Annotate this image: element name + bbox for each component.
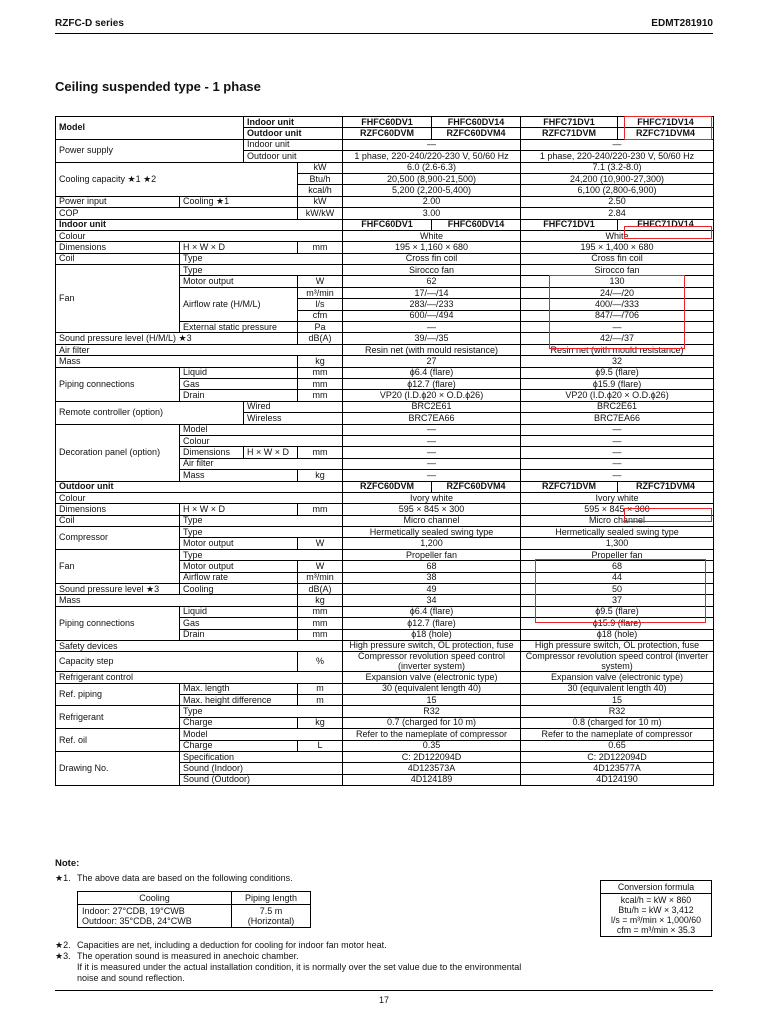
spec-cell: Indoor unit — [56, 219, 343, 230]
spec-cell: Drain — [180, 390, 298, 401]
spec-cell: Power input — [56, 196, 180, 207]
spec-cell: Mass — [180, 470, 298, 481]
spec-cell: kg — [298, 595, 343, 606]
spec-cell: — — [521, 447, 714, 458]
spec-row — [56, 584, 714, 595]
conditions-table — [77, 891, 311, 928]
spec-cell: 0.65 — [521, 740, 714, 751]
spec-cell: 4D124190 — [521, 774, 714, 785]
spec-cell: RZFC71DVM — [521, 481, 618, 492]
spec-row — [56, 367, 714, 378]
spec-cell: mm — [298, 629, 343, 640]
spec-cell: m — [298, 695, 343, 706]
spec-cell: 34 — [343, 595, 521, 606]
spec-cell: Mass — [56, 356, 298, 367]
spec-cell: 400/—/333 — [521, 299, 714, 310]
spec-cell: — — [343, 322, 521, 333]
spec-cell: Piping connections — [56, 367, 180, 401]
spec-cell: Cross fin coil — [343, 253, 521, 264]
spec-cell: Compressor revolution speed control (inverter system) — [521, 652, 714, 672]
spec-cell: ϕ6.4 (flare) — [343, 367, 521, 378]
spec-cell: Expansion valve (electronic type) — [343, 672, 521, 683]
spec-cell: 27 — [343, 356, 521, 367]
spec-cell: Cross fin coil — [521, 253, 714, 264]
spec-cell: Resin net (with mould resistance) — [343, 344, 521, 355]
spec-row — [56, 253, 714, 264]
spec-cell: 49 — [343, 584, 521, 595]
spec-row — [56, 549, 714, 560]
conversion-lines — [601, 894, 712, 937]
spec-cell: L — [298, 740, 343, 751]
note-3 — [55, 951, 521, 984]
spec-row — [56, 139, 714, 150]
conditions-piping-length: 7.5 m — [259, 906, 283, 916]
spec-cell: Type — [180, 549, 343, 560]
conversion-line: Btu/h = kW × 3,412 — [618, 905, 694, 915]
spec-cell: Refer to the nameplate of compressor — [343, 729, 521, 740]
spec-cell: BRC2E61 — [343, 401, 521, 412]
spec-cell: — — [521, 470, 714, 481]
spec-cell: 38 — [343, 572, 521, 583]
spec-cell: Drain — [180, 629, 298, 640]
spec-cell: ϕ15.9 (flare) — [521, 378, 714, 389]
spec-cell: Dimensions — [56, 504, 180, 515]
spec-row — [56, 595, 714, 606]
spec-cell: l/s — [298, 299, 343, 310]
spec-cell: ϕ12.7 (flare) — [343, 618, 521, 629]
spec-cell: 68 — [521, 561, 714, 572]
spec-row — [56, 481, 714, 492]
conversion-line: cfm = m³/min × 35.3 — [616, 925, 696, 935]
spec-cell: 195 × 1,400 × 680 — [521, 242, 714, 253]
spec-cell: COP — [56, 208, 298, 219]
spec-cell: 24,200 (10,900-27,300) — [521, 173, 714, 184]
spec-cell: FHFC60DV1 — [343, 117, 432, 128]
spec-cell: 847/—/706 — [521, 310, 714, 321]
spec-cell: 2.00 — [343, 196, 521, 207]
spec-cell: Ref. oil — [56, 729, 180, 752]
spec-cell: 0.8 (charged for 10 m) — [521, 717, 714, 728]
spec-row — [56, 492, 714, 503]
spec-row — [56, 117, 714, 128]
spec-cell: ϕ9.5 (flare) — [521, 606, 714, 617]
spec-cell: RZFC71DVM — [521, 128, 618, 139]
page-title: Ceiling suspended type - 1 phase — [55, 79, 261, 94]
spec-cell: Compressor — [56, 527, 180, 550]
spec-cell: W — [298, 276, 343, 287]
spec-cell: Refer to the nameplate of compressor — [521, 729, 714, 740]
spec-cell: — — [343, 139, 521, 150]
spec-cell: — — [521, 322, 714, 333]
spec-cell: Ivory white — [521, 492, 714, 503]
note-2-text: Capacities are net, including a deduction for cooling for indoor fan motor heat. — [77, 940, 387, 950]
spec-cell: Propeller fan — [343, 549, 521, 560]
spec-cell: Expansion valve (electronic type) — [521, 672, 714, 683]
spec-row — [56, 162, 714, 173]
spec-cell: C: 2D122094D — [521, 751, 714, 762]
spec-cell: — — [343, 458, 521, 469]
spec-cell: 283/—/233 — [343, 299, 521, 310]
spec-cell: 5,200 (2,200-5,400) — [343, 185, 521, 196]
spec-cell: 600/—/494 — [343, 310, 521, 321]
spec-cell: 30 (equivalent length 40) — [343, 683, 521, 694]
spec-cell: mm — [298, 242, 343, 253]
series-label: RZFC-D series — [55, 18, 124, 29]
spec-cell: Propeller fan — [521, 549, 714, 560]
conditions-indoor: Indoor: 27°CDB, 19°CWB — [82, 906, 185, 916]
spec-cell: ϕ18 (hole) — [521, 629, 714, 640]
spec-cell: High pressure switch, OL protection, fuse — [521, 640, 714, 651]
spec-cell: Refrigerant — [56, 706, 180, 729]
spec-cell: cfm — [298, 310, 343, 321]
spec-cell: Indoor unit — [244, 117, 343, 128]
conditions-cooling — [78, 905, 232, 928]
spec-cell: ϕ18 (hole) — [343, 629, 521, 640]
spec-cell: FHFC71DV1 — [521, 117, 618, 128]
footer-rule — [55, 990, 713, 991]
spec-cell: 0.7 (charged for 10 m) — [343, 717, 521, 728]
spec-cell: kW — [298, 196, 343, 207]
spec-row — [56, 196, 714, 207]
spec-cell: Gas — [180, 618, 298, 629]
spec-cell: Outdoor unit — [56, 481, 343, 492]
spec-cell: Compressor revolution speed control (inverter system) — [343, 652, 521, 672]
spec-cell: FHFC71DV14 — [618, 219, 714, 230]
notes-title: Note: — [55, 858, 80, 869]
spec-row — [56, 242, 714, 253]
spec-cell: Btu/h — [298, 173, 343, 184]
conversion-line: l/s = m³/min × 1,000/60 — [611, 915, 701, 925]
spec-cell: Charge — [180, 717, 298, 728]
spec-row — [56, 230, 714, 241]
spec-cell: 1 phase, 220-240/220-230 V, 50/60 Hz — [521, 151, 714, 162]
spec-cell: FHFC60DV14 — [432, 117, 521, 128]
spec-cell: Sirocco fan — [521, 265, 714, 276]
note-2 — [55, 940, 387, 951]
spec-cell: Micro channel — [343, 515, 521, 526]
spec-cell: White — [521, 230, 714, 241]
spec-cell: Type — [180, 265, 343, 276]
spec-cell: 1 phase, 220-240/220-230 V, 50/60 Hz — [343, 151, 521, 162]
page-number: 17 — [378, 995, 389, 1005]
spec-cell: White — [343, 230, 521, 241]
spec-cell: Colour — [56, 230, 343, 241]
spec-row — [56, 219, 714, 230]
spec-cell: m³/min — [298, 287, 343, 298]
spec-cell: — — [521, 458, 714, 469]
spec-cell: 130 — [521, 276, 714, 287]
spec-cell: H × W × D — [180, 242, 298, 253]
spec-cell: 195 × 1,160 × 680 — [343, 242, 521, 253]
spec-cell: Motor output — [180, 561, 298, 572]
spec-cell: — — [521, 435, 714, 446]
spec-cell: Sound pressure level (H/M/L) ★3 — [56, 333, 298, 344]
spec-cell: Type — [180, 527, 343, 538]
spec-cell: 15 — [521, 695, 714, 706]
spec-cell: Outdoor unit — [244, 151, 343, 162]
spec-row — [56, 265, 714, 276]
spec-cell: Cooling ★1 — [180, 196, 298, 207]
spec-cell: FHFC71DV1 — [521, 219, 618, 230]
spec-cell: Sound (Indoor) — [180, 763, 343, 774]
spec-cell: Ref. piping — [56, 683, 180, 706]
spec-cell: 2.84 — [521, 208, 714, 219]
spec-cell: 4D123577A — [521, 763, 714, 774]
spec-cell: VP20 (I.D.ϕ20 × O.D.ϕ26) — [521, 390, 714, 401]
spec-cell: RZFC71DVM4 — [618, 128, 714, 139]
spec-row — [56, 640, 714, 651]
spec-cell: W — [298, 538, 343, 549]
spec-cell: External static pressure — [180, 322, 298, 333]
spec-row — [56, 683, 714, 694]
spec-cell: Specification — [180, 751, 343, 762]
spec-cell: BRC7EA66 — [521, 413, 714, 424]
spec-cell: Cooling — [180, 584, 298, 595]
spec-cell: R32 — [343, 706, 521, 717]
spec-cell: C: 2D122094D — [343, 751, 521, 762]
spec-cell: R32 — [521, 706, 714, 717]
note-3-line3: noise and sound reflection. — [77, 973, 185, 983]
spec-cell: Mass — [56, 595, 298, 606]
spec-cell: VP20 (I.D.ϕ20 × O.D.ϕ26) — [343, 390, 521, 401]
spec-row — [56, 751, 714, 762]
spec-cell: Refrigerant control — [56, 672, 343, 683]
spec-cell: mm — [298, 367, 343, 378]
spec-cell: Power supply — [56, 139, 244, 162]
spec-row — [56, 401, 714, 412]
note-2-mark: ★2. — [55, 940, 71, 950]
spec-cell: Wireless — [244, 413, 343, 424]
spec-cell: 1,300 — [521, 538, 714, 549]
spec-cell: Model — [180, 729, 343, 740]
spec-cell: Model — [180, 424, 343, 435]
spec-cell: Hermetically sealed swing type — [521, 527, 714, 538]
note-3-line2: If it is measured under the actual installation condition, it is normally over the set value due to the environmental — [77, 962, 522, 972]
header-rule — [55, 33, 713, 34]
spec-cell: Liquid — [180, 606, 298, 617]
spec-cell: 4D124189 — [343, 774, 521, 785]
spec-row — [56, 424, 714, 435]
spec-cell: Fan — [56, 549, 180, 583]
spec-row — [56, 333, 714, 344]
spec-cell: Safety devices — [56, 640, 343, 651]
spec-cell: Colour — [56, 492, 343, 503]
spec-cell: 6.0 (2.6-6.3) — [343, 162, 521, 173]
spec-table — [55, 116, 714, 786]
spec-cell: Max. height difference — [180, 695, 298, 706]
spec-cell: 595 × 845 × 300 — [521, 504, 714, 515]
spec-cell: High pressure switch, OL protection, fuse — [343, 640, 521, 651]
note-1-mark: ★1. — [55, 873, 71, 883]
spec-cell: Charge — [180, 740, 298, 751]
spec-row — [56, 729, 714, 740]
spec-cell: H × W × D — [244, 447, 298, 458]
spec-cell: 39/—/35 — [343, 333, 521, 344]
spec-cell: mm — [298, 504, 343, 515]
spec-cell: Motor output — [180, 276, 298, 287]
spec-cell: RZFC60DVM — [343, 128, 432, 139]
spec-cell: FHFC60DV1 — [343, 219, 432, 230]
conversion-title: Conversion formula — [601, 881, 712, 894]
spec-cell: Sound pressure level ★3 — [56, 584, 180, 595]
spec-cell: Airflow rate (H/M/L) — [180, 287, 298, 321]
spec-cell: 44 — [521, 572, 714, 583]
spec-cell: W — [298, 561, 343, 572]
spec-cell: kW — [298, 162, 343, 173]
spec-cell: ϕ6.4 (flare) — [343, 606, 521, 617]
note-1 — [55, 873, 293, 884]
spec-cell: kW/kW — [298, 208, 343, 219]
document-code: EDMT281910 — [651, 18, 713, 29]
spec-cell: Cooling capacity ★1 ★2 — [56, 162, 298, 196]
spec-cell: Micro channel — [521, 515, 714, 526]
spec-cell: RZFC60DVM4 — [432, 481, 521, 492]
spec-cell: 17/—/14 — [343, 287, 521, 298]
spec-row — [56, 515, 714, 526]
spec-cell: BRC2E61 — [521, 401, 714, 412]
spec-cell: — — [343, 424, 521, 435]
spec-cell: 6,100 (2,800-6,900) — [521, 185, 714, 196]
spec-cell: m³/min — [298, 572, 343, 583]
spec-cell: ϕ9.5 (flare) — [521, 367, 714, 378]
spec-cell: Dimensions — [56, 242, 180, 253]
spec-row — [56, 356, 714, 367]
spec-cell: Colour — [180, 435, 343, 446]
spec-cell: 24/—/20 — [521, 287, 714, 298]
conditions-header-cooling: Cooling — [78, 892, 232, 905]
spec-cell: 15 — [343, 695, 521, 706]
spec-cell: — — [343, 447, 521, 458]
spec-cell: kg — [298, 356, 343, 367]
spec-row — [56, 344, 714, 355]
spec-cell: H × W × D — [180, 504, 298, 515]
spec-cell: RZFC60DVM4 — [432, 128, 521, 139]
spec-cell: — — [343, 435, 521, 446]
spec-cell: kcal/h — [298, 185, 343, 196]
spec-cell: — — [343, 470, 521, 481]
spec-cell: — — [521, 139, 714, 150]
spec-cell: 30 (equivalent length 40) — [521, 683, 714, 694]
spec-cell: FHFC60DV14 — [432, 219, 521, 230]
conversion-line: kcal/h = kW × 860 — [620, 895, 692, 905]
spec-cell: Motor output — [180, 538, 298, 549]
spec-cell: Resin net (with mould resistance) — [521, 344, 714, 355]
spec-cell: Coil — [56, 253, 180, 264]
spec-cell: Coil — [56, 515, 180, 526]
spec-cell: Liquid — [180, 367, 298, 378]
spec-cell: Piping connections — [56, 606, 180, 640]
spec-cell: Airflow rate — [180, 572, 298, 583]
spec-cell: dB(A) — [298, 333, 343, 344]
spec-cell: BRC7EA66 — [343, 413, 521, 424]
spec-cell: 595 × 845 × 300 — [343, 504, 521, 515]
spec-cell: 68 — [343, 561, 521, 572]
spec-cell: mm — [298, 390, 343, 401]
note-1-text: The above data are based on the following conditions. — [77, 873, 293, 883]
spec-cell: 3.00 — [343, 208, 521, 219]
spec-cell: m — [298, 683, 343, 694]
spec-cell: — — [521, 424, 714, 435]
spec-cell: RZFC60DVM — [343, 481, 432, 492]
spec-cell: 32 — [521, 356, 714, 367]
spec-cell: Dimensions — [180, 447, 244, 458]
spec-cell: Pa — [298, 322, 343, 333]
spec-cell: 4D123573A — [343, 763, 521, 774]
spec-cell: Type — [180, 515, 343, 526]
spec-cell: % — [298, 652, 343, 672]
spec-cell: 20,500 (8,900-21,500) — [343, 173, 521, 184]
spec-cell: dB(A) — [298, 584, 343, 595]
spec-row — [56, 527, 714, 538]
conditions-outdoor: Outdoor: 35°CDB, 24°CWB — [82, 916, 192, 926]
spec-row — [56, 652, 714, 672]
spec-cell: 62 — [343, 276, 521, 287]
spec-cell: RZFC71DVM4 — [618, 481, 714, 492]
spec-row — [56, 606, 714, 617]
spec-row — [56, 208, 714, 219]
spec-cell: Drawing No. — [56, 751, 180, 785]
spec-cell: mm — [298, 618, 343, 629]
spec-cell: kg — [298, 717, 343, 728]
spec-cell: 37 — [521, 595, 714, 606]
spec-cell: Gas — [180, 378, 298, 389]
spec-cell: Hermetically sealed swing type — [343, 527, 521, 538]
spec-row — [56, 672, 714, 683]
note-3-mark: ★3. — [55, 951, 71, 961]
spec-cell: 50 — [521, 584, 714, 595]
spec-cell: mm — [298, 447, 343, 458]
spec-cell: Max. length — [180, 683, 298, 694]
spec-cell: 1,200 — [343, 538, 521, 549]
spec-cell: Capacity step — [56, 652, 298, 672]
spec-cell: 2.50 — [521, 196, 714, 207]
spec-cell: Wired — [244, 401, 343, 412]
spec-cell: Model — [56, 117, 244, 140]
spec-cell: 0.35 — [343, 740, 521, 751]
spec-cell: Type — [180, 253, 343, 264]
spec-row — [56, 504, 714, 515]
conditions-piping — [232, 905, 311, 928]
spec-cell: Ivory white — [343, 492, 521, 503]
spec-cell: FHFC71DV14 — [618, 117, 714, 128]
conditions-piping-orientation: (Horizontal) — [247, 916, 295, 926]
note-3-text: The operation sound is measured in anechoic chamber. — [77, 951, 299, 961]
spec-cell: 42/—/37 — [521, 333, 714, 344]
spec-row — [56, 706, 714, 717]
spec-cell: Air filter — [56, 344, 343, 355]
spec-cell: Type — [180, 706, 343, 717]
spec-cell: Outdoor unit — [244, 128, 343, 139]
spec-cell: Decoration panel (option) — [56, 424, 180, 481]
spec-cell: Sound (Outdoor) — [180, 774, 343, 785]
spec-cell: mm — [298, 606, 343, 617]
spec-cell: Indoor unit — [244, 139, 343, 150]
spec-cell: ϕ12.7 (flare) — [343, 378, 521, 389]
spec-cell: kg — [298, 470, 343, 481]
spec-cell: Sirocco fan — [343, 265, 521, 276]
spec-cell: ϕ15.9 (flare) — [521, 618, 714, 629]
spec-cell: Air filter — [180, 458, 343, 469]
spec-cell: Fan — [56, 265, 180, 333]
spec-cell: 7.1 (3.2-8.0) — [521, 162, 714, 173]
conversion-table — [600, 880, 712, 937]
spec-cell: Remote controller (option) — [56, 401, 244, 424]
spec-cell: mm — [298, 378, 343, 389]
conditions-header-piping: Piping length — [232, 892, 311, 905]
